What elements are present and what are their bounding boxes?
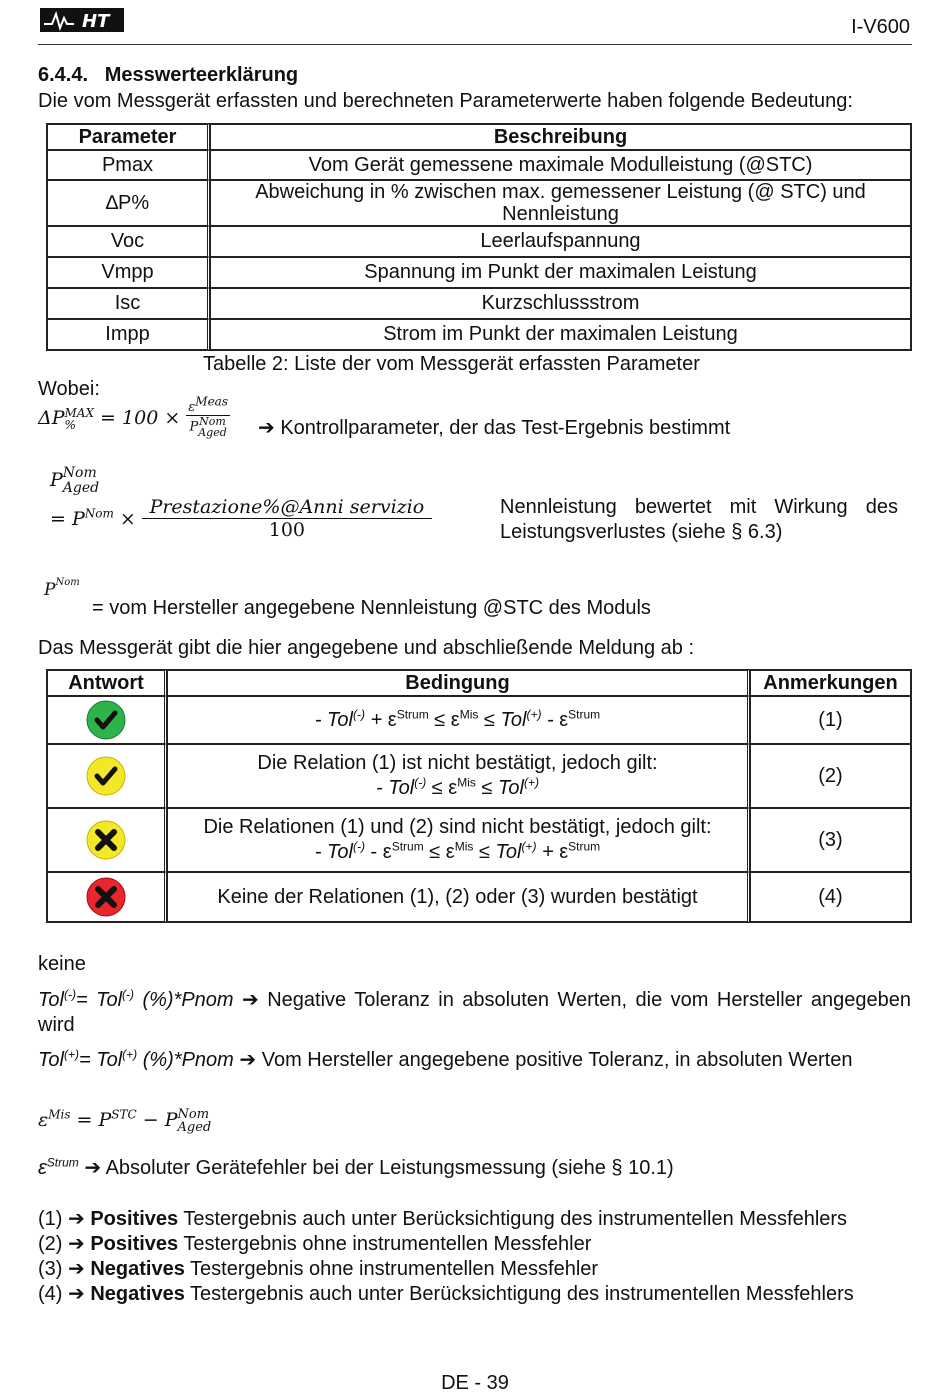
yellow-cross-icon bbox=[86, 820, 126, 860]
table-cell-desc: Strom im Punkt der maximalen Leistung bbox=[210, 319, 911, 350]
list-item: (4) ➔ Negatives Testergebnis auch unter Berücksichtigung des instrumentellen Messfehlers bbox=[38, 1283, 854, 1305]
nom-aged-text: Nennleistung bewertet mit Wirkung des Leistungsverlustes (siehe § 6.3) bbox=[500, 496, 898, 543]
table-cell-param: Vmpp bbox=[47, 257, 210, 288]
strum-text: Absoluter Gerätefehler bei der Leistungsmessung (siehe § 10.1) bbox=[105, 1157, 674, 1179]
table-cell-param: Voc bbox=[47, 226, 210, 257]
table-cell-answer bbox=[47, 872, 167, 922]
result-intro: Das Messgerät gibt die hier angegebene und abschließende Meldung ab : bbox=[38, 637, 694, 659]
arrow-right-icon: ➔ bbox=[68, 1258, 85, 1280]
list-item: (3) ➔ Negatives Testergebnis ohne instrumentellen Messfehler bbox=[38, 1258, 599, 1280]
p-nom-aged-symbol: P Nom Aged bbox=[50, 465, 100, 496]
tol-minus-text: Negative Toleranz in absoluten Werten, die vom Hersteller angegeben wird bbox=[38, 989, 911, 1036]
table-cell-note: (1) bbox=[750, 696, 911, 744]
formula-numerator: Prestazione%@Anni servizio bbox=[142, 496, 432, 519]
delta-p-formula: ΔP MAX % = 100 × $\varepsilon^{Meas}$ P Nom Aged bbox=[38, 394, 228, 439]
arrow-right-icon: ➔ bbox=[242, 989, 259, 1011]
table-cell-answer bbox=[47, 696, 167, 744]
table-cell-desc: Abweichung in % zwischen max. gemessener Leistung (@ STC) und Nennleistung bbox=[210, 180, 911, 226]
section-number: 6.4.4. bbox=[38, 64, 89, 86]
table-cell-note: (2) bbox=[750, 744, 911, 808]
table-cell-answer bbox=[47, 744, 167, 808]
arrow-right-icon: ➔ bbox=[68, 1283, 85, 1305]
logo-text: HT bbox=[82, 11, 110, 32]
yellow-check-icon bbox=[86, 756, 126, 796]
table-cell-param: ∆P% bbox=[47, 180, 210, 226]
p-nom-symbol: $P^{Nom}$ bbox=[44, 577, 80, 600]
green-check-icon bbox=[86, 700, 126, 740]
table-header-condition: Bedingung bbox=[167, 670, 750, 696]
keine-label: keine bbox=[38, 953, 86, 975]
section-heading bbox=[38, 64, 298, 87]
arrow-right-icon: ➔ bbox=[68, 1208, 85, 1230]
table-cell-note: (3) bbox=[750, 808, 911, 872]
page-number: DE - 39 bbox=[441, 1372, 509, 1394]
table-cell-desc: Spannung im Punkt der maximalen Leistung bbox=[210, 257, 911, 288]
arrow-right-icon: ➔ bbox=[239, 1049, 257, 1071]
list-item: (2) ➔ Positives Testergebnis ohne instrumentellen Messfehler bbox=[38, 1233, 592, 1255]
result-table bbox=[47, 670, 911, 922]
epsilon-mis-formula: $\varepsilon^{Mis} = P^{STC} - P$ Nom Aged bbox=[38, 1107, 212, 1135]
header-divider bbox=[38, 44, 912, 45]
nom-aged-description bbox=[500, 495, 898, 545]
red-cross-icon bbox=[86, 877, 126, 917]
table-cell-desc: Kurzschlussstrom bbox=[210, 288, 911, 319]
control-param-text: Kontrollparameter, der das Test-Ergebnis bestimmt bbox=[280, 417, 731, 439]
results-list bbox=[38, 1207, 911, 1307]
table-caption: Tabelle 2: Liste der vom Messgerät erfassten Parameter bbox=[203, 353, 700, 375]
wobei-label: Wobei: bbox=[38, 378, 100, 400]
arrow-right-icon: ➔ bbox=[84, 1157, 102, 1179]
p-nom-text: = vom Hersteller angegebene Nennleistung @STC des Moduls bbox=[92, 597, 651, 619]
condition-formula: - $Tol^{(-)} - \varepsilon^{Strum} \le \varepsilon^{Mis} \le Tol^{(+)} + \varepsilon^{Strum}$ bbox=[314, 839, 601, 863]
arrow-right-icon: ➔ bbox=[68, 1233, 85, 1255]
table-header-answer: Antwort bbox=[47, 670, 167, 696]
section-intro: Die vom Messgerät erfassten und berechneten Parameterwerte haben folgende Bedeutung: bbox=[38, 90, 853, 112]
table-cell-param: Isc bbox=[47, 288, 210, 319]
table-cell-param: Impp bbox=[47, 319, 210, 350]
table-header-description: Beschreibung bbox=[210, 124, 911, 150]
table-cell-desc: Vom Gerät gemessene maximale Modulleistung (@STC) bbox=[210, 150, 911, 180]
table-cell-answer bbox=[47, 808, 167, 872]
condition-line: Die Relationen (1) und (2) sind nicht bestätigt, jedoch gilt: bbox=[203, 816, 712, 838]
condition-formula: - $Tol^{(-)} \le \varepsilon^{Mis} \le Tol^{(+)}$ bbox=[376, 775, 539, 799]
condition-line: Die Relation (1) ist nicht bestätigt, jedoch gilt: bbox=[257, 752, 658, 774]
table-cell-param: Pmax bbox=[47, 150, 210, 180]
table-header-notes: Anmerkungen bbox=[750, 670, 911, 696]
section-title: Messwerteerklärung bbox=[104, 64, 299, 86]
tol-minus-definition: Tol(-)= Tol(-) (%)*Pnom ➔ Negative Toleranz in absoluten Werten, die vom Hersteller angegeben wird bbox=[38, 987, 911, 1036]
table-cell-condition: Keine der Relationen (1), (2) oder (3) wurden bestätigt bbox=[167, 872, 750, 922]
table-cell-condition bbox=[167, 744, 750, 808]
table-header-parameter: Parameter bbox=[47, 124, 210, 150]
tol-plus-text: Vom Hersteller angegebene positive Toleranz, in absoluten Werten bbox=[261, 1049, 853, 1071]
control-param-line bbox=[258, 415, 730, 440]
table-cell-condition bbox=[167, 808, 750, 872]
parameter-table bbox=[47, 124, 911, 350]
formula-denominator: 100 bbox=[268, 519, 305, 541]
table-cell-note: (4) bbox=[750, 872, 911, 922]
epsilon-strum-definition: $\varepsilon^{Strum}$ ➔ Absoluter Gerätefehler bei der Leistungsmessung (siehe § 10.1) bbox=[38, 1155, 674, 1179]
ht-logo bbox=[40, 8, 124, 32]
table-cell-desc: Leerlaufspannung bbox=[210, 226, 911, 257]
arrow-right-icon: ➔ bbox=[258, 417, 275, 439]
table-cell-condition: - $Tol^{(-)} + \varepsilon^{Strum} \le \varepsilon^{Mis} \le Tol^{(+)} - \varepsilon^{Strum}$ bbox=[167, 696, 750, 744]
model-name: I-V600 bbox=[851, 16, 910, 38]
list-item: (1) ➔ Positives Testergebnis auch unter Berücksichtigung des instrumentellen Messfehlers bbox=[38, 1208, 848, 1230]
tol-plus-definition: Tol(+)= Tol(+) (%)*Pnom ➔ Vom Hersteller angegebene positive Toleranz, in absoluten Werten bbox=[38, 1047, 853, 1071]
p-nom-aged-formula: = $P^{Nom}$ × $\frac{\text{Prestazione\%@Anni servizio}}{100}$ bbox=[50, 496, 432, 541]
